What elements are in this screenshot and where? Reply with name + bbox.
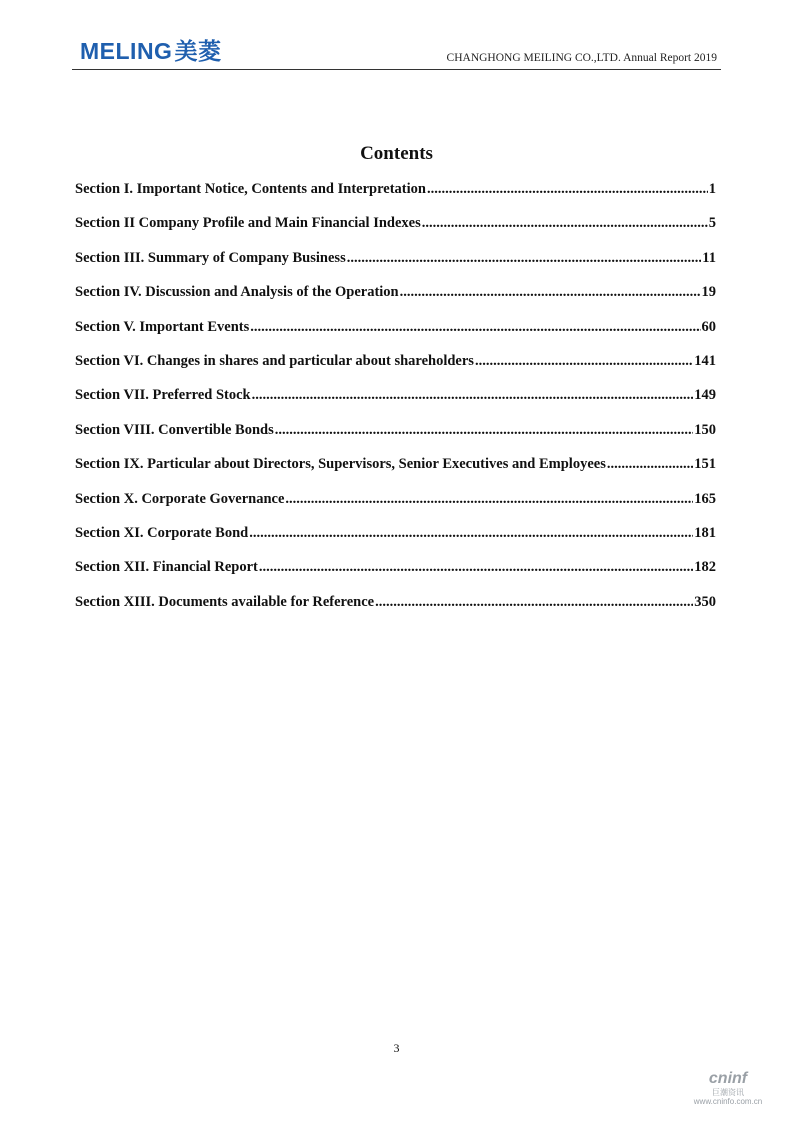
toc-dot-leader	[400, 281, 701, 303]
toc-dot-leader	[252, 384, 694, 406]
company-logo	[80, 36, 221, 66]
toc-dot-leader	[347, 247, 702, 269]
toc-dot-leader	[375, 591, 693, 613]
toc-entry-label: Section III. Summary of Company Business	[75, 249, 346, 266]
toc-entry-page: 182	[694, 559, 716, 576]
cninfo-watermark	[683, 1070, 773, 1107]
page-number: 3	[393, 1041, 400, 1055]
toc-entry-label: Section VIII. Convertible Bonds	[75, 421, 274, 438]
logo-latin: MELING	[80, 38, 173, 64]
toc-entry-label: Section IV. Discussion and Analysis of the Operation	[75, 284, 399, 301]
header-divider	[72, 69, 721, 70]
toc-entry-page: 11	[702, 249, 716, 266]
toc-entry[interactable]	[75, 212, 716, 246]
toc-entry-label: Section I. Important Notice, Contents and Interpretation	[75, 181, 426, 197]
watermark-brand: cninf	[708, 1070, 748, 1087]
toc-entry[interactable]	[75, 247, 716, 281]
watermark-chinese: 巨潮资讯	[712, 1088, 744, 1097]
toc-entry[interactable]	[75, 316, 716, 350]
toc-entry-page: 60	[701, 318, 716, 335]
toc-entry[interactable]	[75, 350, 716, 384]
table-of-contents	[75, 178, 716, 625]
toc-entry-page: 151	[694, 456, 716, 473]
toc-dot-leader	[607, 453, 693, 475]
toc-entry[interactable]	[75, 384, 716, 418]
toc-entry-page: 141	[694, 352, 716, 369]
toc-entry-label: Section VI. Changes in shares and particular about shareholders	[75, 352, 474, 369]
toc-entry[interactable]	[75, 488, 716, 522]
toc-dot-leader	[250, 316, 700, 338]
toc-dot-leader	[259, 556, 693, 578]
toc-entry[interactable]	[75, 281, 716, 315]
toc-entry-page: 165	[694, 490, 716, 507]
toc-entry-page: 1	[708, 181, 716, 197]
watermark-url: www.cninfo.com.cn	[693, 1097, 763, 1106]
toc-entry[interactable]	[75, 419, 716, 453]
toc-entry-page: 181	[694, 524, 716, 541]
toc-dot-leader	[422, 212, 708, 234]
toc-entry[interactable]	[75, 453, 716, 487]
toc-dot-leader	[285, 488, 693, 510]
toc-entry-label: Section V. Important Events	[75, 318, 250, 335]
toc-entry-label: Section II Company Profile and Main Financial Indexes	[75, 215, 421, 232]
logo-chinese: 美菱	[174, 38, 222, 64]
toc-entry[interactable]	[75, 178, 716, 212]
toc-entry[interactable]	[75, 522, 716, 556]
toc-entry-label: Section X. Corporate Governance	[75, 490, 285, 507]
report-header-title: CHANGHONG MEILING CO.,LTD. Annual Report 2019	[446, 52, 717, 64]
contents-title: Contents	[360, 143, 433, 164]
toc-entry-page: 19	[701, 284, 716, 301]
toc-entry-page: 350	[694, 593, 716, 610]
toc-entry[interactable]	[75, 556, 716, 590]
toc-dot-leader	[427, 178, 708, 200]
toc-entry-label: Section XI. Corporate Bond	[75, 524, 249, 541]
toc-entry-label: Section VII. Preferred Stock	[75, 387, 251, 404]
toc-dot-leader	[275, 419, 694, 441]
toc-entry-page: 5	[708, 215, 716, 232]
toc-entry-page: 150	[694, 421, 716, 438]
toc-entry-label: Section XIII. Documents available for Reference	[75, 593, 375, 610]
toc-dot-leader	[249, 522, 693, 544]
toc-entry-label: Section IX. Particular about Directors, Supervisors, Senior Executives and Employees	[75, 456, 606, 473]
toc-entry[interactable]	[75, 591, 716, 625]
toc-dot-leader	[475, 350, 693, 372]
toc-entry-page: 149	[694, 387, 716, 404]
toc-entry-label: Section XII. Financial Report	[75, 559, 258, 576]
